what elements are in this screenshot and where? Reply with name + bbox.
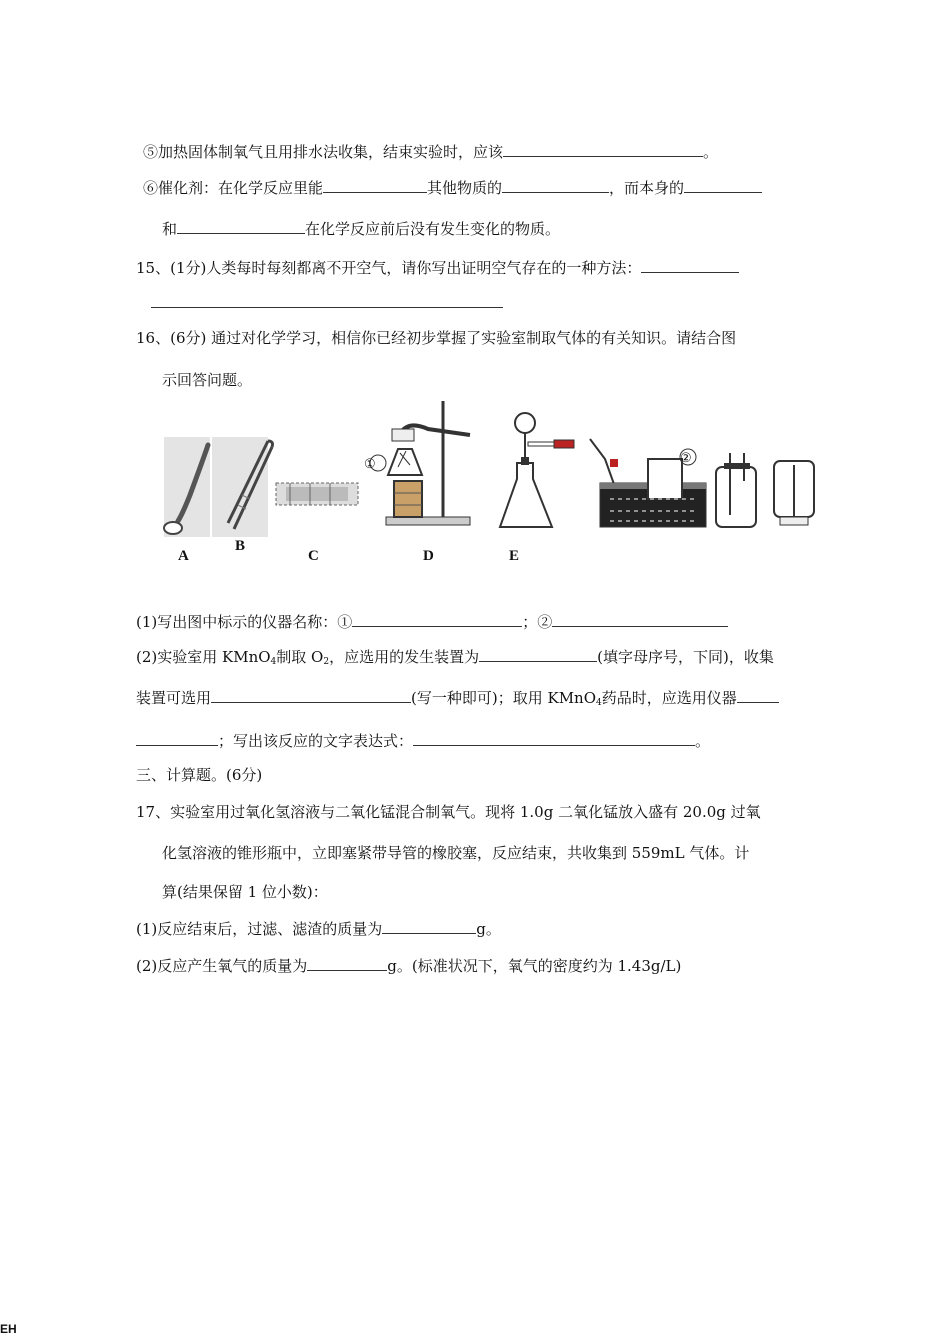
q16-blank-2[interactable] (552, 612, 728, 627)
label-c: C (308, 548, 319, 564)
q14-item6-blank-4[interactable] (177, 219, 305, 234)
q17-line2: 化氢溶液的锥形瓶中，立即塞紧带导管的橡胶塞，反应结束，共收集到 559mL 气体。计 (162, 844, 750, 862)
q14-item6: ⑥催化剂：在化学反应里能 其他物质的 ，而本身的 (143, 178, 762, 198)
gas-bottle-illustration (716, 453, 756, 527)
q15-blank-2[interactable] (151, 307, 503, 308)
q14-item5: ⑤加热固体制氧气且用排水法收集，结束实验时，应该 。 (143, 143, 719, 161)
collection-bottle-illustration (774, 461, 814, 525)
label-e: E (509, 548, 520, 564)
q16-intro-1: 16、(6分) 通过对化学学习，相信你已经初步掌握了实验室制取气体的有关知识。请结合图 (136, 329, 737, 347)
q16-part1: (1)写出图中标示的仪器名称：① ；② (136, 612, 728, 632)
q16-blank-6[interactable] (413, 731, 695, 746)
q16-blank-5-cont[interactable] (136, 731, 218, 746)
label-a: A (178, 548, 189, 564)
heating-apparatus-illustration (370, 401, 470, 525)
q16-intro-2: 示回答问题。 (162, 371, 253, 389)
section3-title: 三、计算题。(6分) (136, 766, 263, 784)
q17-part2: (2)反应产生氧气的质量为 g。(标准状况下，氧气的密度约为 1.43g/L) (136, 957, 682, 975)
q14-item6-cont: 和 在化学反应前后没有发生变化的物质。 (162, 220, 561, 238)
q16-part2-line2: 装置可选用 (写一种即可)；取用 KMnO$_4$药品时，应选用仪器 (136, 688, 779, 713)
q14-item5-blank[interactable] (503, 142, 703, 157)
q14-item6-blank-3[interactable] (684, 178, 762, 193)
q15-text: 15、(1分)人类每时每刻都离不开空气，请你写出证明空气存在的一种方法： (136, 258, 739, 278)
marker-1: ① (364, 457, 376, 472)
q16-part2-line1: (2)实验室用 KMnO$_4$制取 $O_2$，应选用的发生装置为 (填字母序号，下同)，收集 (136, 648, 774, 667)
q17-line1: 17、实验室用过氧化氢溶液与二氧化锰混合制氧气。现将 1.0g 二氧化锰放入盛有 20.0g 过氧 (136, 803, 761, 821)
label-d: D (423, 548, 434, 564)
q17-blank-2[interactable] (307, 956, 387, 971)
label-b: B (235, 538, 246, 554)
q17-blank-1[interactable] (382, 919, 476, 934)
q17-part1: (1)反应结束后，过滤、滤渣的质量为 g。 (136, 920, 501, 938)
q15-blank-1[interactable] (641, 258, 739, 273)
q16-blank-3[interactable] (479, 647, 597, 662)
tweezers-illustration (212, 437, 273, 537)
q14-item6-blank-1[interactable] (323, 178, 427, 193)
q16-blank-4[interactable] (211, 688, 411, 703)
flask-apparatus-illustration (500, 413, 574, 527)
q16-part2-line3: ；写出该反应的文字表达式： 。 (136, 731, 710, 751)
footer-mark: EH (0, 1322, 17, 1336)
q16-blank-5[interactable] (737, 688, 779, 703)
q16-blank-1[interactable] (352, 612, 522, 627)
spoon-illustration (164, 437, 210, 537)
q14-item5-text: ⑤加热固体制氧气且用排水法收集，结束实验时，应该 (143, 143, 504, 161)
tongs-illustration (276, 483, 358, 505)
q17-line3: 算(结果保留 1 位小数)： (162, 883, 328, 901)
q14-item6-blank-2[interactable] (502, 178, 609, 193)
marker-2: ② (680, 451, 692, 466)
apparatus-figure (160, 395, 820, 545)
